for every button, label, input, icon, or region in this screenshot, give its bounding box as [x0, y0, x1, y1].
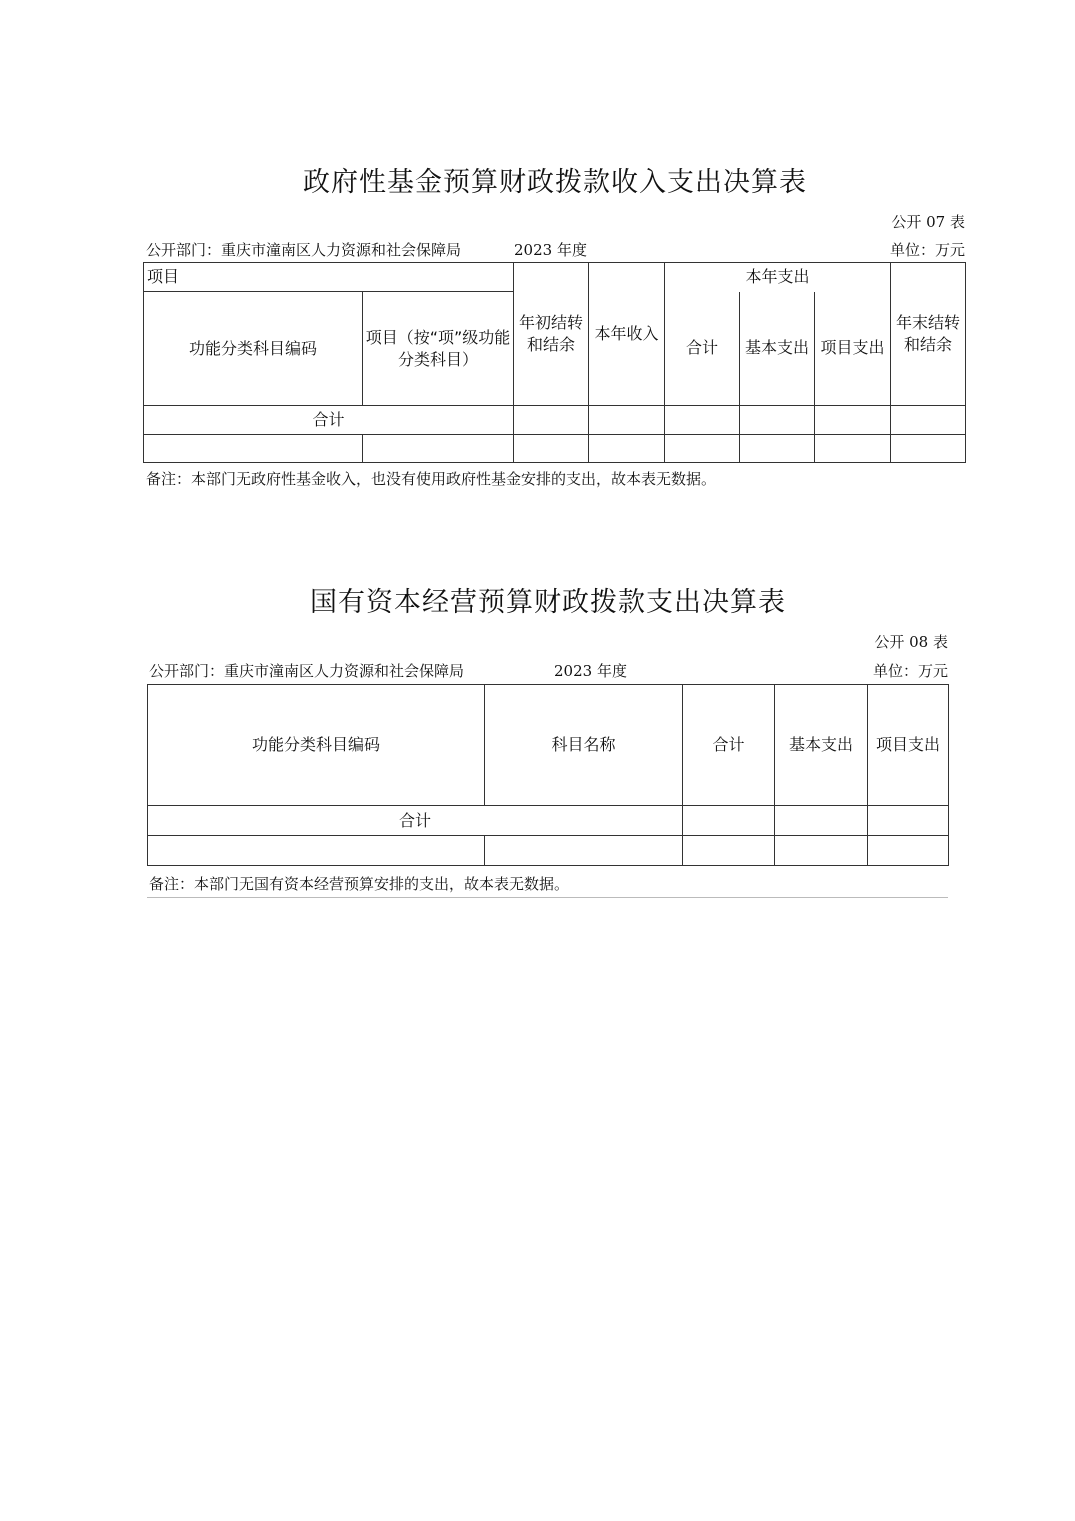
header-current-year-expense: 本年支出 — [665, 263, 891, 292]
table08-unit: 单位：万元 — [872, 662, 948, 680]
table08-department: 公开部门：重庆市潼南区人力资源和社会保障局 — [149, 662, 465, 680]
table-cell — [815, 435, 891, 463]
table-cell — [589, 435, 665, 463]
table-cell — [683, 806, 775, 836]
header-project-expense: 项目支出 — [868, 685, 949, 806]
table07-unit: 单位：万元 — [889, 241, 965, 259]
total-label: 合计 — [144, 406, 514, 435]
table-cell — [775, 836, 868, 866]
header-total: 合计 — [665, 292, 740, 406]
table-cell — [891, 435, 966, 463]
header-item-name: 项目（按“项”级功能分类科目） — [363, 292, 514, 406]
header-code: 功能分类科目编码 — [144, 292, 363, 406]
table-cell — [868, 806, 949, 836]
table08-title: 国有资本经营预算财政拨款支出决算表 — [310, 587, 786, 618]
header-basic-expense: 基本支出 — [740, 292, 815, 406]
table-cell — [740, 435, 815, 463]
table-cell — [144, 435, 363, 463]
table-cell — [775, 806, 868, 836]
table-cell — [363, 435, 514, 463]
table07-department: 公开部门：重庆市潼南区人力资源和社会保障局 — [146, 241, 462, 259]
table-cell — [868, 836, 949, 866]
table07-note: 备注：本部门无政府性基金收入，也没有使用政府性基金安排的支出，故本表无数据。 — [146, 470, 717, 488]
header-subject-name: 科目名称 — [485, 685, 683, 806]
table08-form-no: 公开 08 表 — [874, 633, 948, 651]
table-row — [148, 836, 949, 866]
total-label: 合计 — [148, 806, 683, 836]
table08-note: 备注：本部门无国有资本经营预算安排的支出，故本表无数据。 — [149, 875, 570, 893]
header-item: 项目 — [144, 263, 514, 292]
table-cell — [665, 406, 740, 435]
table-row — [148, 806, 949, 836]
table-cell — [589, 406, 665, 435]
header-begin-balance: 年初结转和结余 — [514, 263, 589, 406]
header-total: 合计 — [683, 685, 775, 806]
table-cell — [683, 836, 775, 866]
table08-note-rule — [147, 897, 948, 898]
header-end-balance: 年末结转和结余 — [891, 263, 966, 406]
table-cell — [740, 406, 815, 435]
table07 — [143, 262, 966, 463]
header-project-expense: 项目支出 — [815, 292, 891, 406]
table-cell — [665, 435, 740, 463]
table-cell — [514, 435, 589, 463]
table08 — [147, 684, 949, 866]
table-cell — [148, 836, 485, 866]
table-cell — [514, 406, 589, 435]
table-row — [144, 406, 966, 435]
table-cell — [815, 406, 891, 435]
table-cell — [891, 406, 966, 435]
table07-title: 政府性基金预算财政拨款收入支出决算表 — [303, 167, 807, 198]
table07-year: 2023 年度 — [514, 241, 587, 259]
header-basic-expense: 基本支出 — [775, 685, 868, 806]
table-cell — [485, 836, 683, 866]
header-current-income: 本年收入 — [589, 263, 665, 406]
table-row — [144, 435, 966, 463]
table08-year: 2023 年度 — [554, 662, 627, 680]
header-code: 功能分类科目编码 — [148, 685, 485, 806]
table07-form-no: 公开 07 表 — [891, 213, 965, 231]
